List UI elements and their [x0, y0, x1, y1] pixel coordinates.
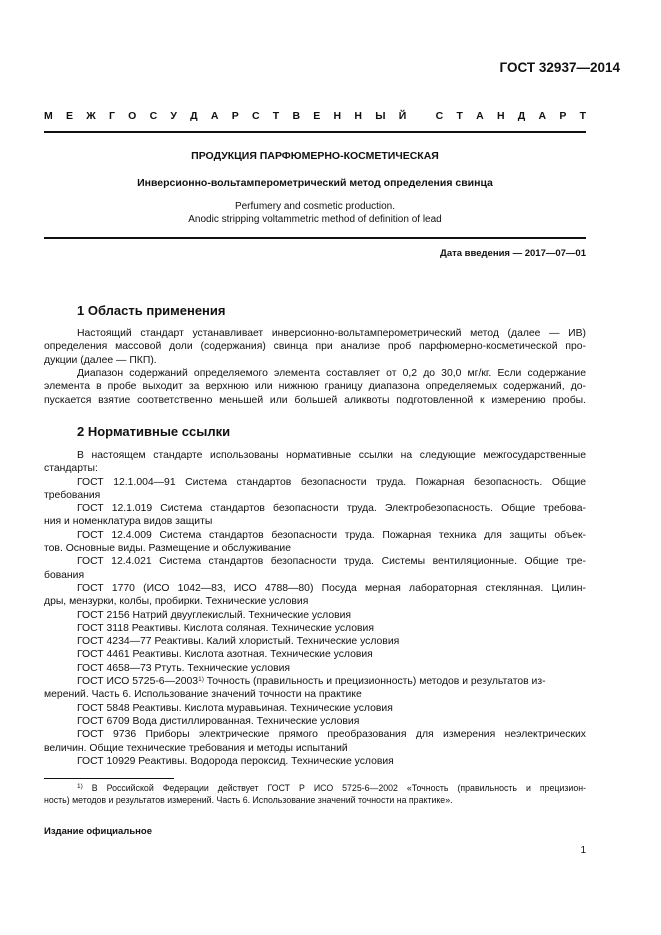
reference-title: Точность (правильность и прецизионность) методов и результатов из- — [203, 676, 546, 688]
banner-letter: С — [435, 110, 444, 122]
banner-letter: А — [476, 110, 484, 122]
reference-line: дры, мензурки, колбы, пробирки. Технические условия — [44, 596, 309, 608]
banner-letter: А — [538, 110, 547, 122]
banner-letter: Н — [496, 110, 505, 122]
reference-line — [44, 675, 586, 688]
banner-letter: В — [292, 110, 301, 122]
footnote — [44, 783, 586, 806]
banner-letter: Т — [579, 110, 586, 122]
reference-line: ГОСТ 12.4.009 Система стандартов безопасности труда. Пожарная техника для защиты объек- — [77, 529, 586, 541]
reference-line: ГОСТ 4234—77 Реактивы. Калий хлористый. Технические условия — [77, 636, 400, 648]
banner-letter: С — [149, 110, 158, 122]
section-2-heading: 2 Нормативные ссылки — [77, 424, 231, 439]
reference-line: бования — [44, 569, 85, 581]
banner-letter — [419, 110, 422, 122]
footnote-line: ность) методов и результатов измерений. Часть 6. Использование значений точности на практике». — [44, 794, 453, 805]
standard-banner — [44, 110, 586, 122]
banner-rule — [44, 131, 586, 133]
reference-line: ГОСТ 1770 (ИСО 1042—83, ИСО 4788—80) Посуда мерная лабораторная стеклянная. Цилин- — [77, 582, 586, 594]
banner-letter: Н — [354, 110, 362, 122]
title-en-line2: Anodic stripping voltammetric method of definition of lead — [188, 214, 442, 225]
text-line: дукции (далее — ПКП). — [44, 354, 157, 366]
reference-line: ГОСТ 12.1.019 Система стандартов безопасности труда. Электробезопасность. Общие требова- — [77, 503, 586, 515]
text-line: определения массовой доли (содержания) свинца при анализе проб парфюмерно-косметической про- — [44, 341, 586, 353]
banner-letter: Т — [456, 110, 463, 122]
text-line: пускается взятие соответственно меньшей или большей аликвоты подготовленной к измерению пробы. — [44, 394, 586, 406]
reference-line: ГОСТ 3118 Реактивы. Кислота соляная. Технические условия — [77, 622, 374, 634]
footnote-text: В Российской Федерации действует ГОСТ Р ИСО 5725-6—2002 «Точность (правильность и прецизион- — [82, 783, 586, 793]
reference-code: ГОСТ ИСО 5725-6—2003 — [77, 676, 199, 688]
reference-line: ГОСТ 5848 Реактивы. Кислота муравьиная. Технические условия — [77, 702, 393, 714]
reference-line: ГОСТ 4461 Реактивы. Кислота азотная. Технические условия — [77, 649, 373, 661]
text-line: Диапазон содержаний определяемого элемента составляет от 0,2 до 30,0 мг/кг. Если содержание — [77, 368, 586, 379]
banner-letter: Д — [190, 110, 198, 122]
section-1-paragraph-2 — [44, 367, 586, 407]
page-number: 1 — [580, 845, 586, 856]
reference-line: ГОСТ 10929 Реактивы. Водорода пероксид. Технические условия — [77, 755, 394, 767]
official-edition-label: Издание официальное — [44, 826, 152, 837]
reference-line: стандарты: — [44, 463, 98, 475]
banner-letter: Р — [231, 110, 239, 122]
footnote-marker[interactable]: 1) — [198, 676, 204, 684]
section-1-paragraph-1 — [44, 327, 586, 367]
banner-letter: Ж — [86, 110, 96, 122]
reference-line: мерений. Часть 6. Использование значений точности на практике — [44, 689, 362, 701]
reference-line: величин. Общие технические требования и методы испытаний — [44, 742, 348, 754]
banner-letter: Е — [65, 110, 73, 122]
text-line: элемента в пробе выходит за верхнюю или нижнюю границу диапазона определяемых содержаний, до- — [44, 381, 586, 393]
reference-line: ГОСТ 4658—73 Ртуть. Технические условия — [77, 662, 291, 674]
reference-line: ГОСТ 6709 Вода дистиллированная. Технические условия — [77, 715, 360, 727]
title-ru-main: ПРОДУКЦИЯ ПАРФЮМЕРНО-КОСМЕТИЧЕСКАЯ — [191, 150, 439, 162]
reference-line: требования — [44, 489, 101, 501]
document-code: ГОСТ 32937—2014 — [499, 60, 620, 75]
banner-letter: Т — [272, 110, 280, 122]
banner-letter: Д — [517, 110, 526, 122]
reference-line: ния и номенклатура видов защиты — [44, 516, 213, 528]
title-ru-sub: Инверсионно-вольтамперометрический метод определения свинца — [137, 177, 493, 189]
banner-letter: Ы — [375, 110, 386, 122]
banner-letter: У — [170, 110, 177, 122]
banner-letter: М — [44, 110, 53, 122]
banner-letter: Н — [333, 110, 342, 122]
footnote-line — [44, 783, 586, 795]
title-rule — [44, 237, 586, 239]
reference-line: ГОСТ 9736 Приборы электрические прямого преобразования для измерения неэлектрических — [77, 729, 586, 741]
banner-letter: С — [251, 110, 260, 122]
introduction-date: Дата введения — 2017—07—01 — [440, 248, 586, 259]
reference-line: тов. Основные виды. Размещение и обслуживание — [44, 543, 292, 555]
footnote-mark: 1) — [77, 783, 83, 790]
footnote-rule — [44, 778, 174, 779]
banner-letter: Й — [398, 110, 407, 122]
reference-line: ГОСТ 12.1.004—91 Система стандартов безопасности труда. Пожарная безопасность. Общие — [77, 476, 586, 488]
banner-letter: Р — [559, 110, 567, 122]
reference-line: В настоящем стандарте использованы нормативные ссылки на следующие межгосударственные — [77, 450, 586, 461]
reference-line: ГОСТ 12.4.021 Система стандартов безопасности труда. Системы вентиляционные. Общие тре- — [77, 556, 586, 568]
reference-line: ГОСТ 2156 Натрий двууглекислый. Технические условия — [77, 609, 352, 621]
banner-letter: Е — [313, 110, 321, 122]
banner-letter: А — [210, 110, 219, 122]
normative-references-list — [44, 449, 586, 768]
text-line: Настоящий стандарт устанавливает инверсионно-вольтамперометрический метод (далее — ИВ) — [77, 328, 586, 339]
banner-letter: О — [128, 110, 137, 122]
title-en-line1: Perfumery and cosmetic production. — [234, 201, 396, 212]
banner-letter: Г — [108, 110, 115, 122]
section-1-heading: 1 Область применения — [77, 303, 226, 318]
